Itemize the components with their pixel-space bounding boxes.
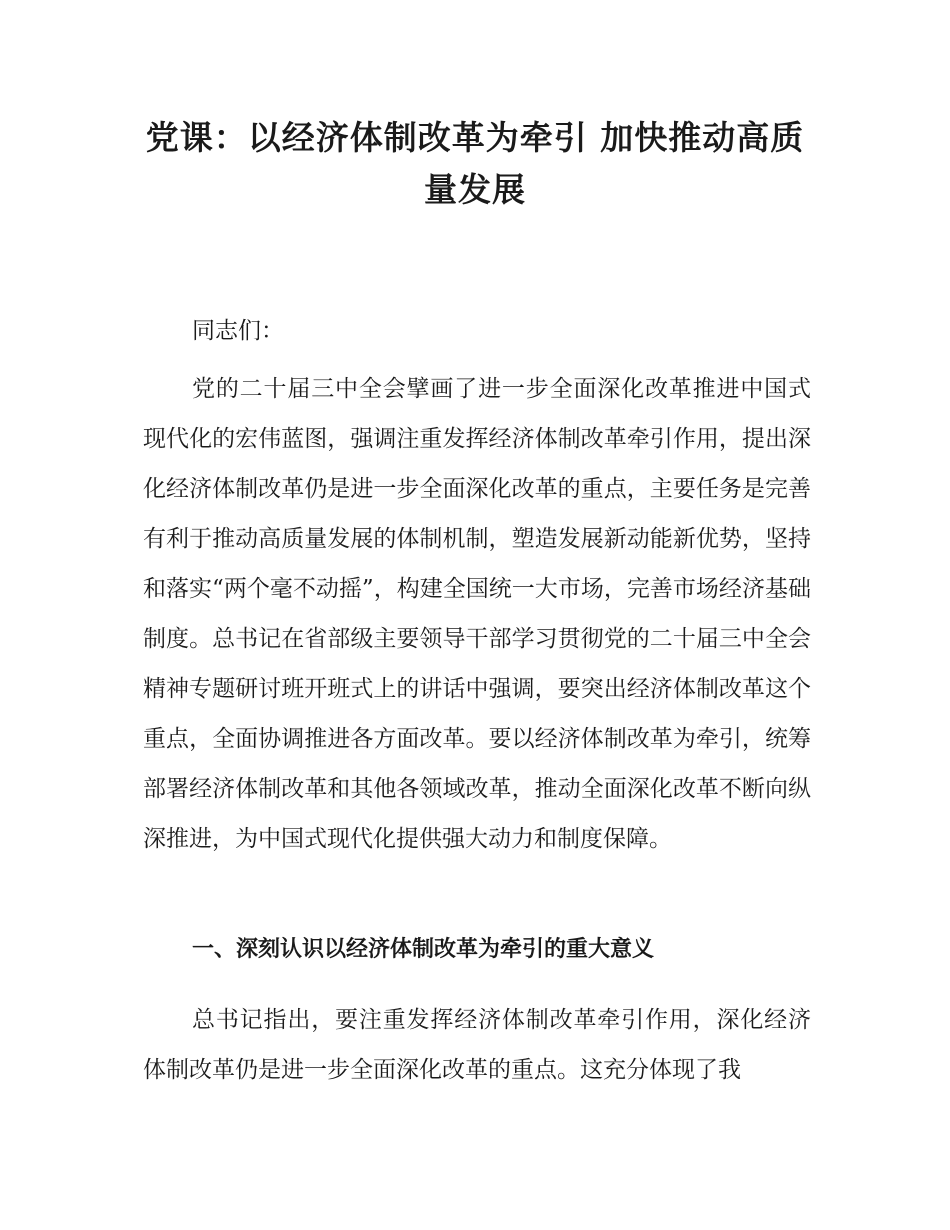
paragraph-section-one: 总书记指出，要注重发挥经济体制改革牵引作用，深化经济体制改革仍是进一步全面深化改革的重点。这充分体现了我 (143, 1007, 811, 1083)
paragraph-intro: 党的二十届三中全会擘画了进一步全面深化改革推进中国式现代化的宏伟蓝图，强调注重发挥经济体制改革牵引作用，提出深化经济体制改革仍是进一步全面深化改革的重点，主要任务是完善有利于推动高质量发展的体制机制，塑造发展新动能新优势，坚持和落实“两个毫不动摇”，构建全国统一大市场，完善市场经济基础制度。总书记在省部级主要领导干部学习贯彻党的二十届三中全会精神专题研讨班开班式上的讲话中强调，要突出经济体制改革这个重点，全面协调推进各方面改革。要以经济体制改革为牵引，统筹部署经济体制改革和其他各领域改革，推动全面深化改革不断向纵深推进，为中国式现代化提供强大动力和制度保障。 (143, 376, 811, 852)
greeting: 同志们： (192, 318, 284, 344)
section-heading: 一、深刻认识以经济体制改革为牵引的重大意义 (192, 937, 655, 962)
document-title: 党课：以经济体制改革为牵引 加快推动高质量发展 (145, 118, 805, 209)
